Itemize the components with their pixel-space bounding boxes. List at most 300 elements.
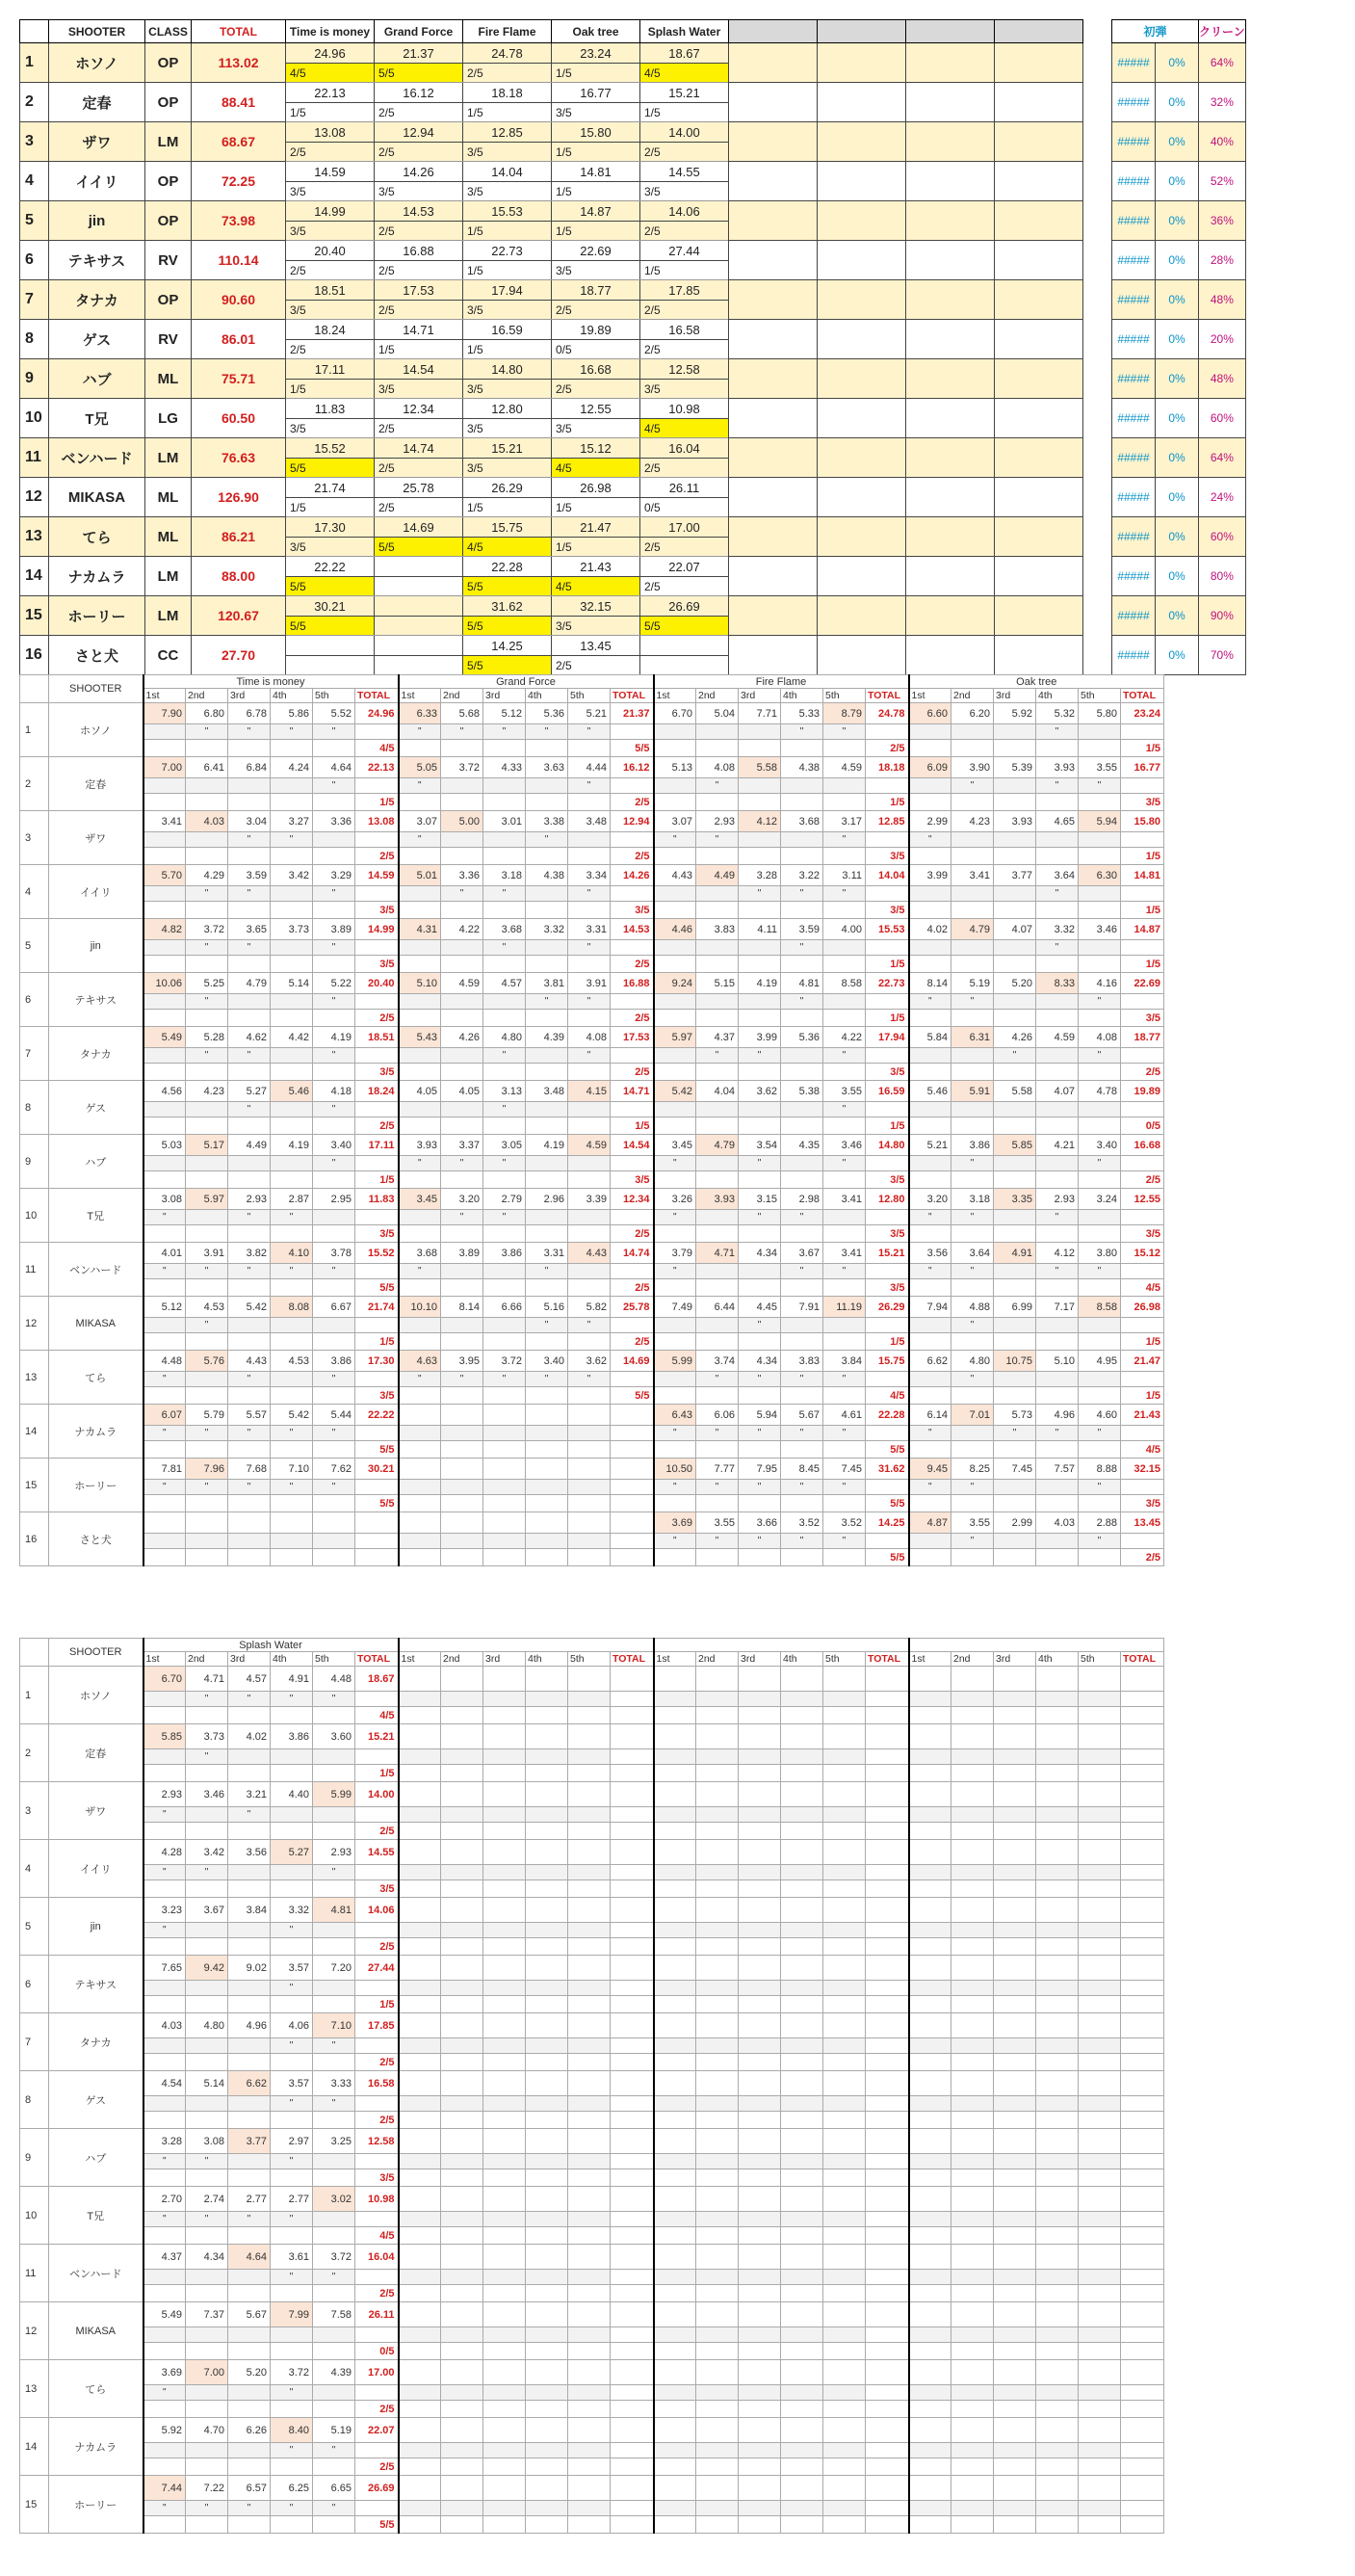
blank-stage-cell [995, 636, 1083, 675]
shot-time: 3.45 [399, 1189, 441, 1210]
shot-time [951, 2476, 994, 2501]
clean-mark [526, 940, 568, 956]
blank-cell [781, 740, 823, 757]
shot-time [739, 2418, 781, 2443]
shot-time: 3.65 [228, 919, 271, 940]
detail-row [20, 703, 1164, 724]
clean-mark: " [441, 1210, 483, 1225]
shot-time: 3.33 [313, 2071, 355, 2096]
stage-time: 14.99 [286, 201, 375, 222]
blank-cell [526, 2112, 568, 2129]
clean-mark [1036, 2443, 1079, 2458]
clean-mark [399, 2270, 441, 2285]
blank-cell [441, 1441, 483, 1459]
blank-cell [483, 2458, 526, 2476]
blank-cell [951, 2343, 994, 2360]
blank-cell [739, 1707, 781, 1724]
blank-cell [654, 1549, 696, 1566]
stage-hits: 3/5 [463, 143, 552, 162]
clean-percent: 48% [1199, 280, 1246, 320]
shot-time: 4.02 [909, 919, 951, 940]
stage-total: 19.89 [1121, 1081, 1164, 1102]
shot-time: 9.02 [228, 1956, 271, 1981]
shot-time [994, 2245, 1036, 2270]
stage-hits: 5/5 [355, 2516, 399, 2534]
blank-cell [186, 2285, 228, 2302]
blank-stage-cell [906, 280, 995, 320]
blank-cell [994, 2516, 1036, 2534]
clean-mark [526, 1426, 568, 1441]
clean-mark [483, 2501, 526, 2516]
shot-time: 3.80 [1079, 1243, 1121, 1264]
blank-cell [1036, 1010, 1079, 1027]
clean-mark: " [143, 1807, 186, 1823]
stage-time: 26.11 [640, 478, 729, 498]
shot-time: 4.26 [994, 1027, 1036, 1048]
clean-mark [399, 2038, 441, 2054]
blank-cell [271, 1333, 313, 1351]
shot-time: 5.27 [271, 1840, 313, 1865]
stage-hits [611, 1549, 654, 1566]
shot-time: 7.58 [313, 2302, 355, 2327]
clean-mark [313, 1318, 355, 1333]
blank-cell [313, 1495, 355, 1512]
blank-cell [186, 2458, 228, 2476]
stage-total: 14.25 [866, 1512, 909, 1534]
blank-cell [568, 740, 611, 757]
blank-cell [271, 1279, 313, 1297]
stage-hits: 2/5 [611, 1225, 654, 1243]
shot-time [526, 2071, 568, 2096]
first-shot-header: 初弾 [1112, 20, 1199, 43]
shooter-total: 86.01 [192, 320, 286, 359]
shot-time [1036, 2071, 1079, 2096]
clean-mark [909, 1372, 951, 1387]
blank-cell [1079, 2401, 1121, 2418]
blank-cell [143, 740, 186, 757]
clean-mark [186, 2443, 228, 2458]
shooter-name: T兄 [49, 1189, 143, 1243]
clean-mark: " [186, 1749, 228, 1765]
clean-mark [399, 1210, 441, 1225]
clean-mark [994, 2154, 1036, 2169]
clean-mark: " [568, 886, 611, 902]
blank-cell [483, 1171, 526, 1189]
shooter-total: 86.21 [192, 517, 286, 557]
blank-cell [568, 1938, 611, 1956]
blank-cell [866, 1923, 909, 1938]
shot-time: 3.64 [1036, 865, 1079, 886]
shot-time: 4.06 [271, 2013, 313, 2038]
blank-cell [143, 794, 186, 811]
blank-stage-cell [995, 557, 1083, 596]
clean-mark: " [313, 886, 355, 902]
clean-mark: " [271, 2270, 313, 2285]
clean-mark [441, 2154, 483, 2169]
clean-mark: " [696, 1534, 739, 1549]
clean-mark [1079, 832, 1121, 848]
shot-time [696, 2360, 739, 2385]
stage-total: 22.73 [866, 973, 909, 994]
blank-cell [781, 1495, 823, 1512]
detail-row [20, 1027, 1164, 1048]
first-shot-percent: 0% [1156, 320, 1199, 359]
blank-cell [909, 1333, 951, 1351]
detail-row [20, 865, 1164, 886]
blank-cell [654, 2343, 696, 2360]
clean-mark [271, 1048, 313, 1064]
blank-cell [909, 1441, 951, 1459]
shot-time [483, 1898, 526, 1923]
stage-time: 14.80 [463, 359, 552, 380]
blank-cell [654, 2112, 696, 2129]
shot-time: 3.55 [951, 1512, 994, 1534]
shot-time: 3.56 [228, 1840, 271, 1865]
clean-mark: " [313, 2270, 355, 2285]
clean-mark [909, 1102, 951, 1117]
stage-hits: 5/5 [286, 459, 375, 478]
shot-time [739, 1840, 781, 1865]
clean-mark [228, 2154, 271, 2169]
blank-cell [654, 848, 696, 865]
shot-time [1079, 2360, 1121, 2385]
stage-hits: 5/5 [611, 740, 654, 757]
shot-time [994, 2129, 1036, 2154]
blank-cell [611, 1102, 654, 1117]
blank-cell [1036, 2169, 1079, 2187]
clean-mark [909, 886, 951, 902]
shooter-total: 27.70 [192, 636, 286, 675]
stage-total [611, 2187, 654, 2212]
clean-mark [399, 1692, 441, 1707]
clean-mark: " [313, 724, 355, 740]
clean-mark [909, 2270, 951, 2285]
blank-stage-cell [818, 43, 906, 83]
stage-hits [866, 1880, 909, 1898]
clean-mark: " [143, 1264, 186, 1279]
blank-cell [186, 1117, 228, 1135]
clean-mark [654, 2327, 696, 2343]
stage-hits: 4/5 [355, 1707, 399, 1724]
clean-mark: " [526, 724, 568, 740]
blank-cell [739, 2227, 781, 2245]
summary-row [20, 557, 1246, 577]
clean-mark: " [909, 1426, 951, 1441]
blank-cell [994, 1171, 1036, 1189]
blank-cell [823, 1333, 866, 1351]
shot-time: 5.43 [399, 1027, 441, 1048]
stage-time: 24.78 [463, 43, 552, 64]
blank-stage-cell [818, 478, 906, 517]
stage-total: 16.77 [1121, 757, 1164, 778]
total-header: TOTAL [355, 1652, 399, 1667]
blank-cell [696, 1441, 739, 1459]
clean-mark: " [143, 2385, 186, 2401]
stage-total: 22.22 [355, 1405, 399, 1426]
blank-cell [228, 1823, 271, 1840]
stage-header: Time is money [286, 20, 375, 43]
blank-cell [441, 1387, 483, 1405]
blank-cell [441, 1171, 483, 1189]
blank-cell [611, 1426, 654, 1441]
clean-mark [271, 1807, 313, 1823]
blank-cell [313, 1387, 355, 1405]
clean-mark [994, 1865, 1036, 1880]
clean-mark [994, 1372, 1036, 1387]
clean-mark [526, 2212, 568, 2227]
shot-time: 4.59 [823, 757, 866, 778]
stage-hits: 0/5 [640, 498, 729, 517]
clean-mark: " [483, 886, 526, 902]
blank-cell [313, 1823, 355, 1840]
shot-level-header: 4th [271, 1652, 313, 1667]
stage-time: 22.73 [463, 241, 552, 261]
blank-cell [781, 1938, 823, 1956]
blank-cell [1079, 1549, 1121, 1566]
detail-row [20, 1667, 1164, 1692]
blank-cell [696, 956, 739, 973]
blank-cell [1121, 2385, 1164, 2401]
stage-time [375, 557, 463, 577]
clean-mark [696, 2270, 739, 2285]
blank-cell [909, 794, 951, 811]
clean-mark: " [1036, 778, 1079, 794]
stage-total [611, 1512, 654, 1534]
stage-hits: 3/5 [355, 902, 399, 919]
blank-cell [823, 848, 866, 865]
stage-hits [286, 656, 375, 675]
stage-hits: 5/5 [355, 1441, 399, 1459]
detail-row-marks [20, 2154, 1164, 2169]
blank-cell [271, 1495, 313, 1512]
clean-mark: " [823, 1426, 866, 1441]
blank-cell [568, 1495, 611, 1512]
stage-hits: 3/5 [866, 1225, 909, 1243]
blank-stage-cell [818, 399, 906, 438]
clean-mark [909, 2501, 951, 2516]
shooter-header: SHOOTER [49, 1639, 143, 1667]
clean-mark [313, 1981, 355, 1996]
shooter-name: ハブ [49, 359, 145, 399]
stage-total: 16.59 [866, 1081, 909, 1102]
shooter-number: 1 [20, 43, 49, 83]
blank-cell [994, 2112, 1036, 2129]
stage-hits: 3/5 [463, 380, 552, 399]
blank-cell [271, 740, 313, 757]
clean-mark [568, 2038, 611, 2054]
blank-stage-cell [818, 359, 906, 399]
blank-cell [568, 1225, 611, 1243]
shot-time: 4.62 [228, 1027, 271, 1048]
shot-time [441, 2476, 483, 2501]
clean-mark: " [1036, 886, 1079, 902]
stage-hits: 0/5 [552, 340, 640, 359]
detail-row-hits [20, 1117, 1164, 1135]
blank-cell [228, 1549, 271, 1566]
stage-total [866, 2071, 909, 2096]
stage-hits: 2/5 [552, 380, 640, 399]
clean-mark: " [271, 1692, 313, 1707]
stage-hits: 4/5 [552, 459, 640, 478]
blank-cell [739, 1333, 781, 1351]
blank-cell [1121, 724, 1164, 740]
clean-mark [1079, 1210, 1121, 1225]
stage-hits [611, 1823, 654, 1840]
blank-cell [994, 1064, 1036, 1081]
blank-cell [1079, 848, 1121, 865]
detail-row [20, 757, 1164, 778]
shot-level-header: 1st [143, 689, 186, 703]
blank-cell [271, 1938, 313, 1956]
blank-cell [355, 2385, 399, 2401]
stage-hits [611, 1938, 654, 1956]
blank-cell [994, 1010, 1036, 1027]
blank-cell [271, 2169, 313, 2187]
blank-cell [1079, 1010, 1121, 1027]
clean-mark [951, 886, 994, 902]
summary-row [20, 636, 1246, 656]
stage-time: 15.21 [463, 438, 552, 459]
stage-time: 15.52 [286, 438, 375, 459]
blank-cell [909, 1117, 951, 1135]
stage-total: 21.37 [611, 703, 654, 724]
clean-percent: 60% [1199, 399, 1246, 438]
shot-time: 3.78 [313, 1243, 355, 1264]
stage-time: 16.68 [552, 359, 640, 380]
shooter-number: 9 [20, 2129, 49, 2187]
shooter-name: ナカムラ [49, 557, 145, 596]
detail-row-marks [20, 1749, 1164, 1765]
clean-mark [228, 1534, 271, 1549]
shooter-name: MIKASA [49, 1297, 143, 1351]
shot-time: 4.91 [271, 1667, 313, 1692]
stage-total: 14.80 [866, 1135, 909, 1156]
shot-time: 3.46 [186, 1782, 228, 1807]
clean-mark: " [143, 1372, 186, 1387]
blank-cell [526, 2401, 568, 2418]
clean-mark [186, 1210, 228, 1225]
blank-cell [1036, 1823, 1079, 1840]
shot-time: 5.85 [994, 1135, 1036, 1156]
blank-cell [526, 1938, 568, 1956]
shot-time: 3.69 [143, 2360, 186, 2385]
blank-cell [739, 1387, 781, 1405]
clean-mark: " [696, 832, 739, 848]
shot-time [1079, 1840, 1121, 1865]
shot-time: 8.88 [1079, 1459, 1121, 1480]
clean-mark: " [696, 1426, 739, 1441]
shot-time [654, 1956, 696, 1981]
clean-mark: " [696, 1480, 739, 1495]
clean-mark [313, 2212, 355, 2227]
clean-mark [568, 1102, 611, 1117]
first-shot-percent: 0% [1156, 399, 1199, 438]
blank-cell [313, 1064, 355, 1081]
blank-cell [313, 794, 355, 811]
stage-total [611, 2418, 654, 2443]
detail-row-marks [20, 1692, 1164, 1707]
clean-mark [654, 2385, 696, 2401]
clean-mark [739, 2385, 781, 2401]
clean-mark [143, 778, 186, 794]
clean-mark [143, 2038, 186, 2054]
shot-time: 3.82 [228, 1243, 271, 1264]
stage-hits: 2/5 [355, 2401, 399, 2418]
detail-row-marks [20, 1102, 1164, 1117]
clean-mark [483, 1749, 526, 1765]
blank-cell [1036, 1880, 1079, 1898]
clean-mark: " [909, 1480, 951, 1495]
blank-cell [143, 1823, 186, 1840]
blank-cell [611, 1318, 654, 1333]
clean-mark: " [781, 994, 823, 1010]
clean-mark [483, 2385, 526, 2401]
blank-cell [526, 1441, 568, 1459]
blank-cell [1079, 1225, 1121, 1243]
stage-total [1121, 2187, 1164, 2212]
clean-mark [483, 2096, 526, 2112]
clean-mark [399, 2501, 441, 2516]
stage-hits: 4/5 [640, 419, 729, 438]
clean-mark: " [909, 1210, 951, 1225]
stage-time: 14.53 [375, 201, 463, 222]
clean-mark [441, 1102, 483, 1117]
shot-time: 3.57 [271, 1956, 313, 1981]
summary-row [20, 478, 1246, 498]
blank-cell [909, 1279, 951, 1297]
blank-cell [951, 1880, 994, 1898]
blank-stage-cell [729, 596, 818, 636]
blank-stage-cell [995, 399, 1083, 438]
blank-cell [909, 2285, 951, 2302]
shot-time: 3.18 [483, 865, 526, 886]
detail-row [20, 1898, 1164, 1923]
blank-cell [654, 1064, 696, 1081]
blank-cell [611, 1749, 654, 1765]
stage-time: 32.15 [552, 596, 640, 617]
clean-mark [441, 2501, 483, 2516]
clean-percent: 36% [1199, 201, 1246, 241]
shot-time: 3.29 [313, 865, 355, 886]
clean-mark [483, 2327, 526, 2343]
blank-cell [271, 2285, 313, 2302]
stage-hits: 5/5 [866, 1441, 909, 1459]
shot-time: 4.57 [228, 1667, 271, 1692]
blank-cell [526, 1225, 568, 1243]
blank-cell [866, 1372, 909, 1387]
shot-time: 2.99 [909, 811, 951, 832]
blank-cell [355, 1156, 399, 1171]
shooter-class: ML [145, 517, 192, 557]
shot-time: 8.40 [271, 2418, 313, 2443]
stage-hits [611, 1495, 654, 1512]
clean-mark [951, 2270, 994, 2285]
blank-cell [271, 2054, 313, 2071]
shot-time [823, 2476, 866, 2501]
blank-cell [909, 1938, 951, 1956]
shot-time [1079, 2418, 1121, 2443]
shot-time: 4.03 [143, 2013, 186, 2038]
blank-cell [186, 1064, 228, 1081]
shooter-name: ベンハード [49, 2245, 143, 2302]
stage-total [866, 2245, 909, 2270]
stage-hits: 2/5 [375, 498, 463, 517]
blank-cell [866, 2270, 909, 2285]
clean-mark [909, 1318, 951, 1333]
shooter-name: ゲス [49, 320, 145, 359]
blank-cell [355, 1102, 399, 1117]
clean-mark [739, 994, 781, 1010]
